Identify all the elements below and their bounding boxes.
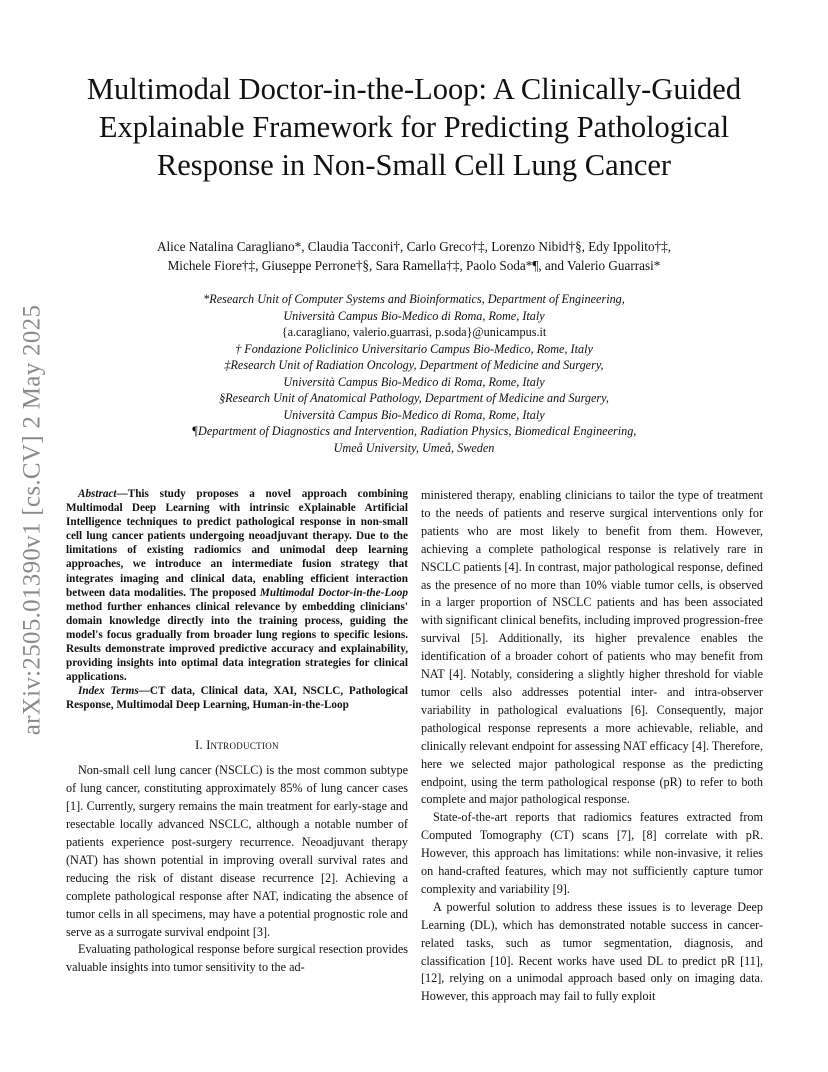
affiliation-line: Università Campus Bio-Medico di Roma, Rome, Italy xyxy=(283,308,545,323)
left-column xyxy=(66,487,408,977)
body-paragraph-continued: ministered therapy, enabling clinicians to tailor the type of treatment to the needs of patients and reserve surgical interventions only for patients who are most likely to benefit from them. However, achieving a complete pathological response is relatively rare in NSCLC patients [4]. In contrast, major pathological response, defined as the presence of no more than 10% viable tumor cells, is observed in a larger proportion of NSCLC patients and has been associated with significant clinical benefits, including improved progression-free survival [5]. Additionally, its higher prevalence enables the identification of a broader cohort of patients who may benefit from NAT [4]. Notably, considering a slightly higher threshold for viable tumor cells also addresses potential inter- and intra-observer variability in pathological evaluations [6]. Consequently, major pathological response represents a more achievable, reliable, and clinically relevant endpoint for assessing NAT efficacy [4]. Therefore, here we selected major pathological response as the predicting endpoint, using the term pathological response (pR) to refer to both complete and major pathological response. xyxy=(421,488,763,807)
right-column xyxy=(421,487,763,1006)
affiliation-line: ‡Research Unit of Radiation Oncology, Department of Medicine and Surgery, xyxy=(224,358,604,372)
paper-title: Multimodal Doctor-in-the-Loop: A Clinically-Guided Explainable Framework for Predicting Pathological Response in Non-Small Cell Lung Cancer xyxy=(86,72,742,182)
index-terms-text: —CT data, Clinical data, XAI, NSCLC, Pathological Response, Multimodal Deep Learning, Human-in-the-Loop xyxy=(66,685,408,712)
author-list xyxy=(70,237,758,275)
affiliation-line: Umeå University, Umeå, Sweden xyxy=(333,440,495,455)
section-heading: I. Introduction xyxy=(195,737,279,752)
arxiv-identifier-text: arXiv:2505.01390v1 [cs.CV] 2 May 2025 xyxy=(18,304,45,736)
affiliation-line: † Fondazione Policlinico Universitario Campus Bio-Medico, Rome, Italy xyxy=(235,341,593,356)
body-paragraph: State-of-the-art reports that radiomics features extracted from Computed Tomography (CT) scans [7], [8] correlate with pR. However, this approach has limitations: while non-invasive, it relies on hand-crafted features, which may not sufficiently capture tumor complexity and variability [9]. xyxy=(421,810,763,896)
abstract-label: Abstract xyxy=(78,488,117,500)
affiliation-line: Università Campus Bio-Medico di Roma, Rome, Italy xyxy=(283,374,545,389)
abstract xyxy=(66,487,408,684)
affiliation-line: §Research Unit of Anatomical Pathology, Department of Medicine and Surgery, xyxy=(219,391,609,405)
abstract-method-name: Multimodal Doctor-in-the-Loop xyxy=(259,586,408,599)
author-line: Alice Natalina Caragliano*, Claudia Tacconi†, Carlo Greco†‡, Lorenzo Nibid†§, Edy Ippolito†‡, xyxy=(156,239,672,254)
author-line: Michele Fiore†‡, Giuseppe Perrone†§, Sara Ramella†‡, Paolo Soda*¶, and Valerio Guarrasi* xyxy=(167,258,661,273)
affiliation-line: *Research Unit of Computer Systems and Bioinformatics, Department of Engineering, xyxy=(203,292,625,306)
index-terms-label: Index Terms xyxy=(78,685,139,698)
arxiv-identifier xyxy=(12,285,52,755)
affiliation-line: Università Campus Bio-Medico di Roma, Rome, Italy xyxy=(283,407,545,422)
author-emails: {a.caragliano, valerio.guarrasi, p.soda}@unicampus.it xyxy=(281,325,547,339)
abstract-text-cont: method further enhances clinical relevance by embedding clinicians' domain knowledge directly into the training process, guiding the model's focus gradually from broader lung regions to specific lesions. Results demonstrate improved predictive accuracy and explainability, providing insights into optimal data integration strategies for clinical applications. xyxy=(66,600,408,684)
abstract-text: —This study proposes a novel approach combining Multimodal Deep Learning with intrinsic eXplainable Artificial Intelligence techniques to predict pathological response in non-small cell lung cancer patients undergoing neoadjuvant therapy. Due to the limitations of existing radiomics and unimodal deep learning approaches, we introduce an intermediate fusion strategy that integrates imaging and clinical data, enabling efficient interaction between data modalities. The proposed xyxy=(66,488,408,599)
body-paragraph: A powerful solution to address these issues is to leverage Deep Learning (DL), which has demonstrated notable success in cancer-related tasks, such as tumor segmentation, diagnosis, and classification [10]. Recent works have used DL to predict pR [11], [12], relying on a unimodal approach based only on imaging data. However, this approach may fail to fully exploit xyxy=(421,899,763,1004)
affiliation-block xyxy=(110,291,718,456)
body-paragraph: Non-small cell lung cancer (NSCLC) is the most common subtype of lung cancer, constituting approximately 85% of lung cancer cases [1]. Currently, surgery remains the main treatment for early-stage and resectable locally advanced NSCLC, although a notable number of patients experience post-surgery recurrence. Neoadjuvant therapy (NAT) has shown potential in improving overall survival rates and reducing the risk of distant disease recurrence [2]. Achieving a complete pathological response after NAT, indicating the absence of tumor cells in all specimens, may have a potential prognostic role and serve as a surrogate survival endpoint [3]. xyxy=(66,763,408,939)
body-paragraph: Evaluating pathological response before surgical resection provides valuable insights into tumor sensitivity to the ad- xyxy=(66,942,408,975)
index-terms xyxy=(66,684,408,712)
affiliation-line: ¶Department of Diagnostics and Intervention, Radiation Physics, Biomedical Engineering, xyxy=(191,424,637,438)
